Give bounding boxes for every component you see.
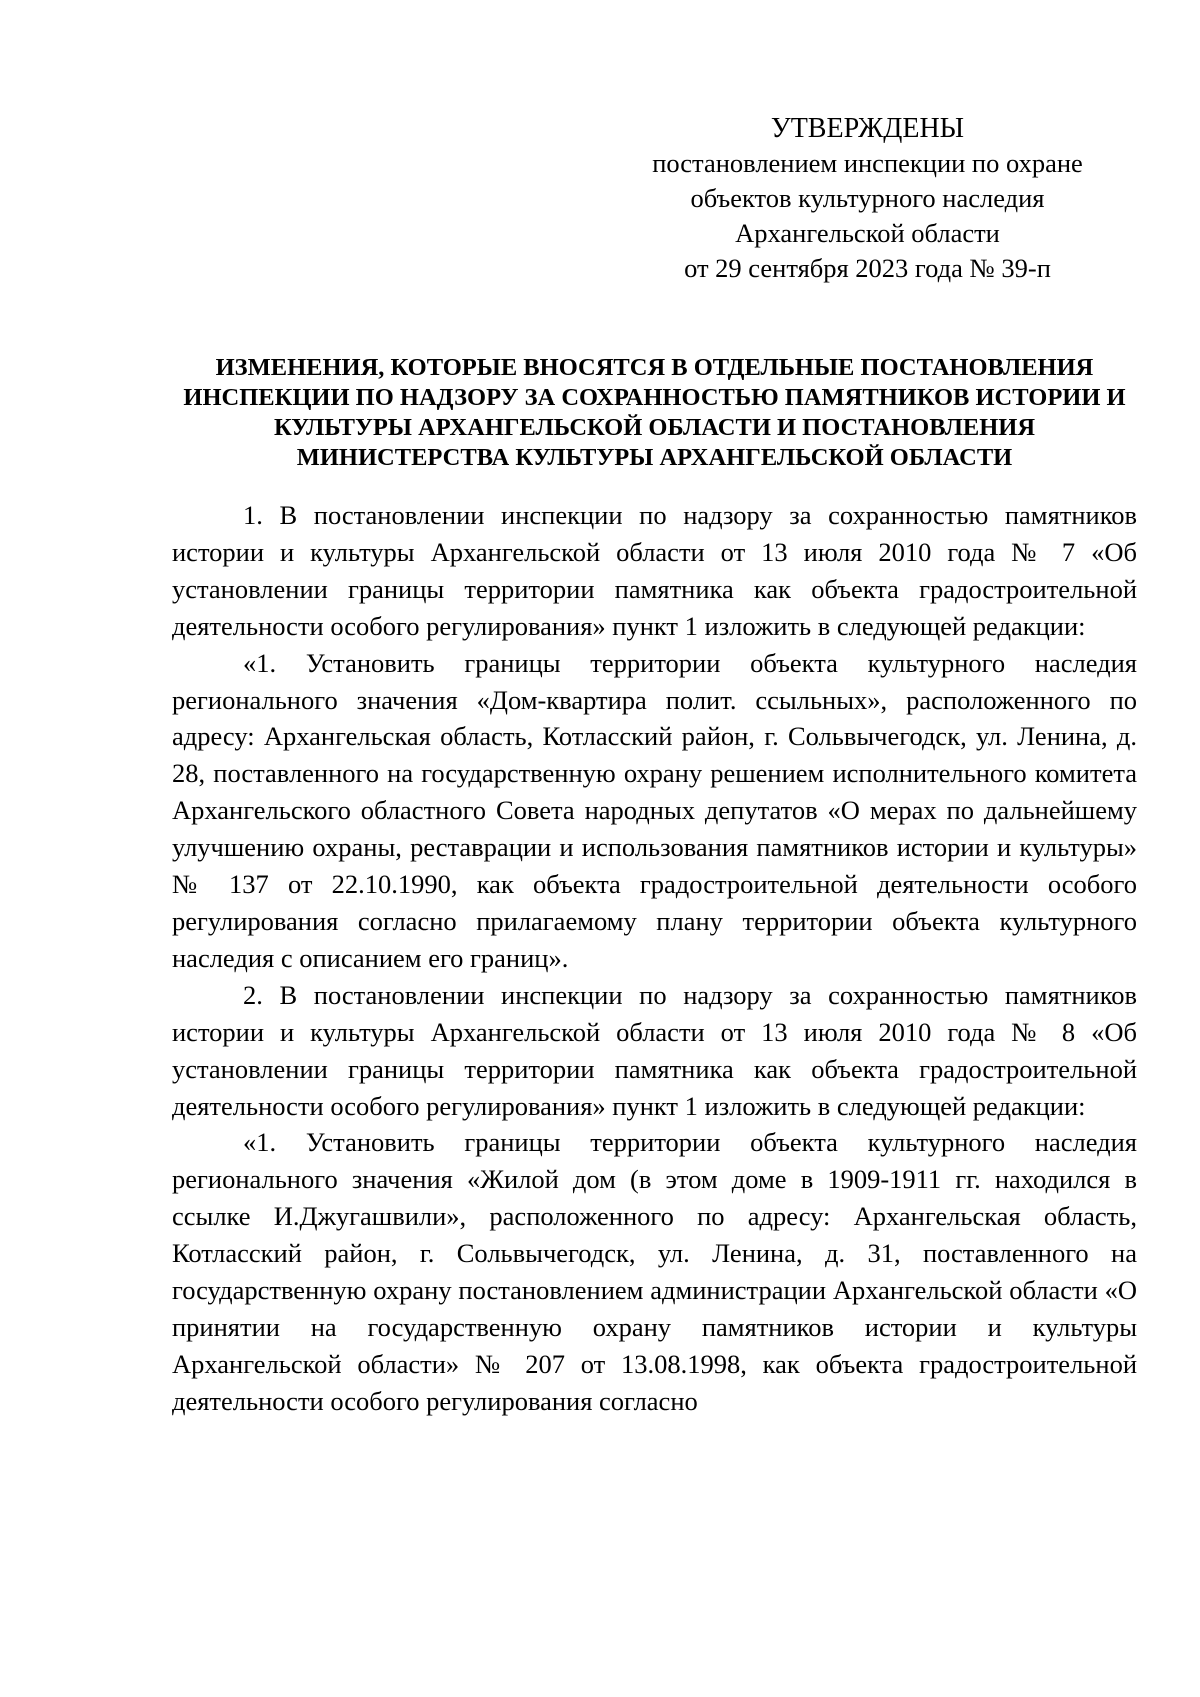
approval-block bbox=[600, 111, 1135, 286]
heading-line: ИНСПЕКЦИИ ПО НАДЗОРУ ЗА СОХРАННОСТЬЮ ПАМЯТНИКОВ ИСТОРИИ И bbox=[183, 384, 1126, 411]
approval-line: объектов культурного наследия bbox=[690, 183, 1045, 213]
paragraph-2: 2. В постановлении инспекции по надзору за сохранностью памятников истории и культуры Архангельской области от 13 июля 2010 года № 8 «Об установлении границы территории памятника как объекта градостроительной деятельности особого регулирования» пункт 1 изложить в следующей редакции: bbox=[172, 979, 1137, 1121]
paragraph-1-quote: «1. Установить границы территории объекта культурного наследия регионального значения «Дом-квартира полит. ссыльных», расположенного по адресу: Архангельская область, Котласский район, г. Сольвычегодск, ул. Ленина, д. 28, поставленного на государственную охрану решением исполнительного комитета Архангельского областного Совета народных депутатов «О мерах по дальнейшему улучшению охраны, реставрации и использования памятников истории и культуры» № 137 от 22.10.1990, как объекта градостроительной деятельности особого регулирования согласно прилагаемому плану территории объекта культурного наследия с описанием его границ». bbox=[172, 647, 1137, 973]
heading-line: МИНИСТЕРСТВА КУЛЬТУРЫ АРХАНГЕЛЬСКОЙ ОБЛАСТИ bbox=[296, 444, 1013, 471]
heading-line: КУЛЬТУРЫ АРХАНГЕЛЬСКОЙ ОБЛАСТИ И ПОСТАНОВЛЕНИЯ bbox=[273, 414, 1036, 441]
heading-line: ИЗМЕНЕНИЯ, КОТОРЫЕ ВНОСЯТСЯ В ОТДЕЛЬНЫЕ ПОСТАНОВЛЕНИЯ bbox=[215, 354, 1094, 381]
document-body bbox=[172, 497, 1137, 1420]
approval-line: постановлением инспекции по охране bbox=[652, 148, 1083, 178]
approval-line: Архангельской области bbox=[735, 218, 1000, 248]
paragraph-2-quote: «1. Установить границы территории объекта культурного наследия регионального значения «Жилой дом (в этом доме в 1909-1911 гг. находился в ссылке И.Джугашвили», расположенного по адресу: Архангельская область, Котласский район, г. Сольвычегодск, ул. Ленина, д. 31, поставленного на государственную охрану постановлением администрации Архангельской области «О принятии на государственную охрану памятников истории и культуры Архангельской области» № 207 от 13.08.1998, как объекта градостроительной деятельности особого регулирования согласно bbox=[172, 1127, 1137, 1416]
document-heading bbox=[172, 353, 1137, 473]
approval-title: УТВЕРЖДЕНЫ bbox=[770, 113, 965, 144]
approval-line: от 29 сентября 2023 года № 39-п bbox=[684, 253, 1051, 283]
paragraph-1: 1. В постановлении инспекции по надзору за сохранностью памятников истории и культуры Архангельской области от 13 июля 2010 года № 7 «Об установлении границы территории памятника как объекта градостроительной деятельности особого регулирования» пункт 1 изложить в следующей редакции: bbox=[172, 500, 1137, 641]
